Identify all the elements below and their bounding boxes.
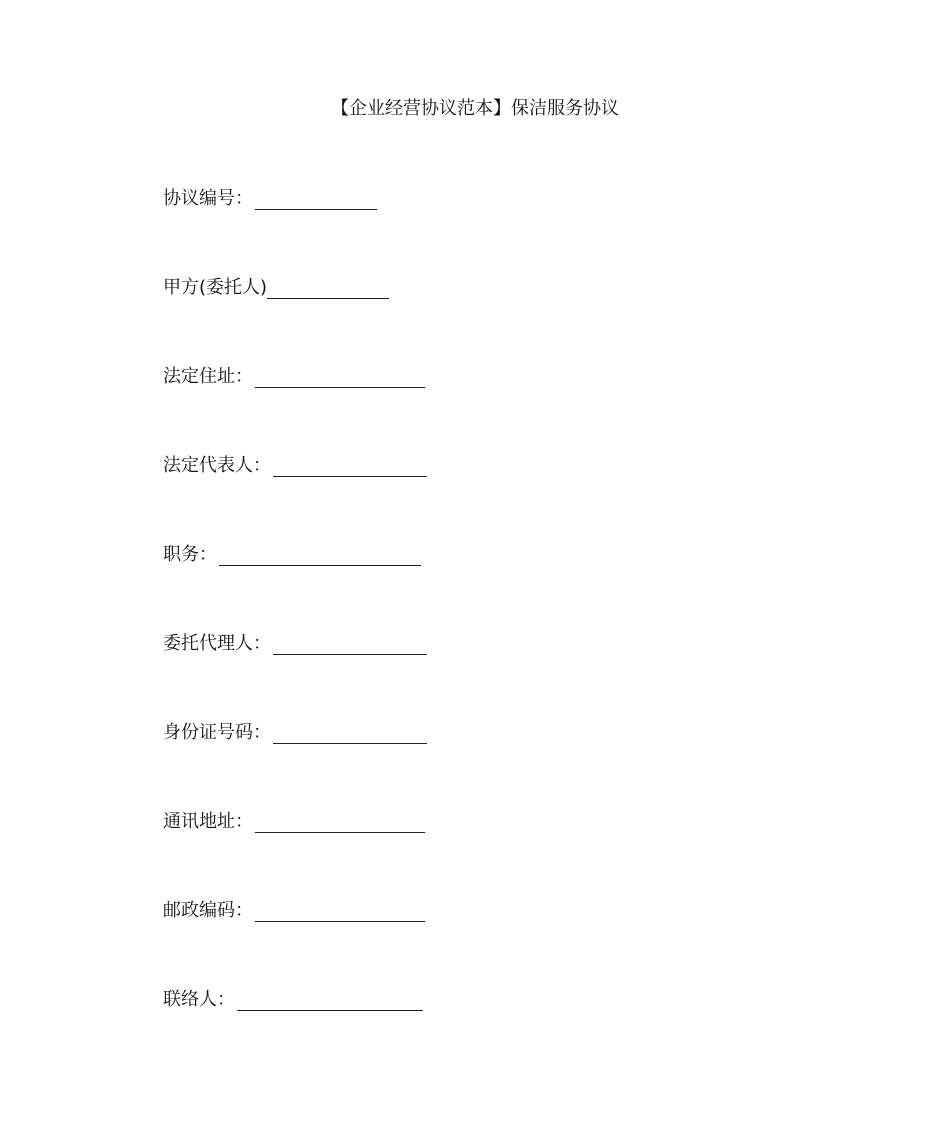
fill-in-blank[interactable]	[267, 278, 389, 299]
fill-in-blank[interactable]	[273, 634, 427, 655]
field-label: 委托代理人：	[163, 633, 271, 654]
field-id-number	[163, 721, 427, 745]
field-label: 职务：	[163, 544, 217, 565]
fill-in-blank[interactable]	[255, 189, 377, 210]
fill-in-blank[interactable]	[273, 723, 427, 744]
field-label: 法定住址：	[163, 366, 253, 387]
field-label: 法定代表人：	[163, 455, 271, 476]
field-label: 通讯地址：	[163, 811, 253, 832]
field-legal-representative	[163, 454, 427, 478]
field-label: 联络人：	[163, 989, 235, 1010]
field-position	[163, 543, 421, 567]
field-mailing-address	[163, 810, 425, 834]
fill-in-blank[interactable]	[255, 901, 425, 922]
fill-in-blank[interactable]	[219, 545, 421, 566]
field-label: 甲方(委托人)	[163, 277, 268, 298]
fill-in-blank[interactable]	[255, 812, 425, 833]
field-label: 邮政编码：	[163, 900, 253, 921]
fill-in-blank[interactable]	[237, 990, 423, 1011]
field-contact-person	[163, 988, 423, 1012]
fill-in-blank[interactable]	[255, 367, 425, 388]
field-party-a	[163, 276, 389, 300]
field-agreement-number	[163, 187, 377, 211]
document-title: 【企业经营协议范本】保洁服务协议	[331, 98, 619, 119]
field-legal-address	[163, 365, 425, 389]
field-postal-code	[163, 899, 425, 923]
field-label: 协议编号：	[163, 188, 253, 209]
field-label: 身份证号码：	[163, 722, 271, 743]
fill-in-blank[interactable]	[273, 456, 427, 477]
field-authorized-agent	[163, 632, 427, 656]
